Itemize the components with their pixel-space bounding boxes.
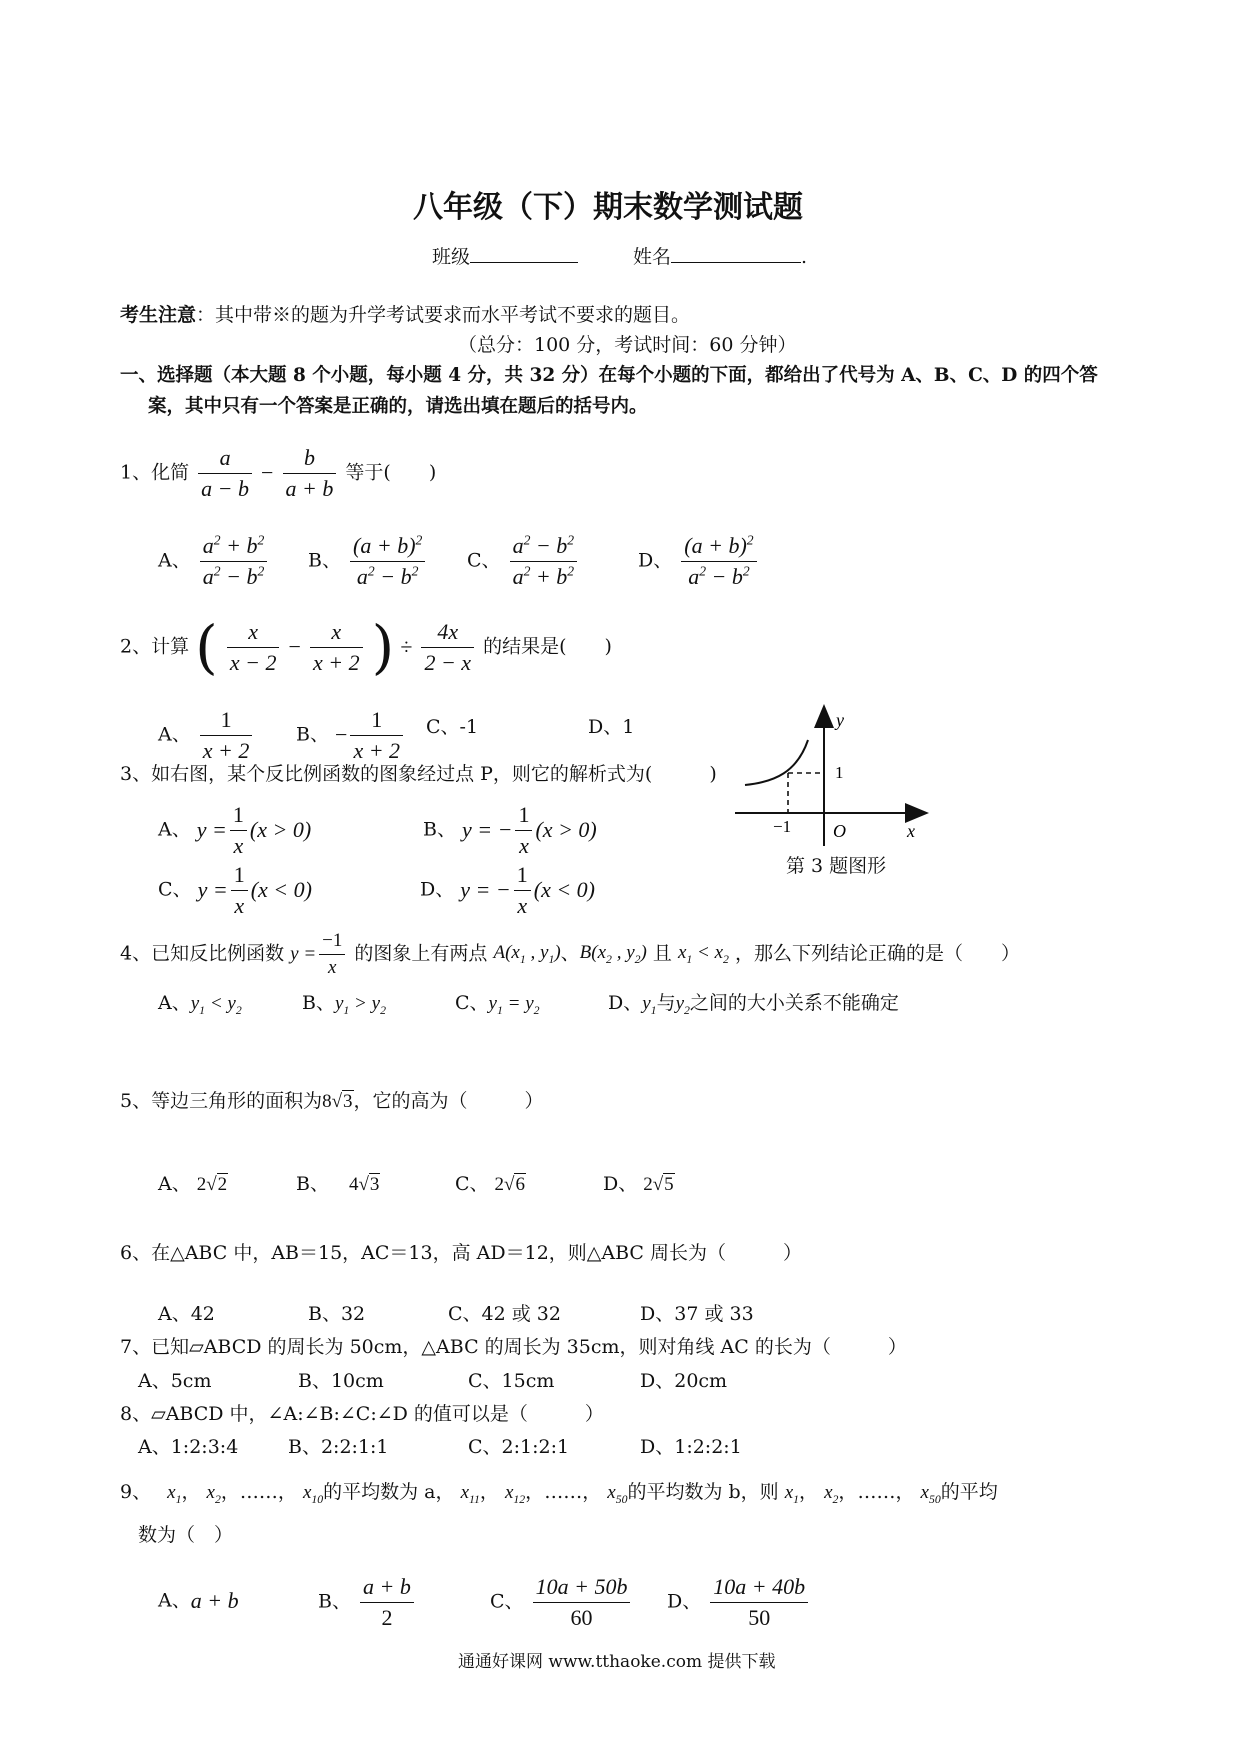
q4-option-b[interactable]: B、$y_1 > y_2$ <box>302 992 386 1017</box>
q3-figure-caption: 第 3 题图形 <box>786 855 887 877</box>
x-tick-label: −1 <box>773 817 792 836</box>
q1-frac-b: $\frac{b}{a + b}$ <box>283 443 337 503</box>
q6-option-b[interactable]: B、32 <box>308 1303 366 1325</box>
footer-credit: 通通好课网 www.tthaoke.com 提供下载 <box>458 1652 776 1672</box>
q9-option-b[interactable]: B、 $\frac{a + b}{2}$ <box>318 1572 417 1632</box>
q2-stem: 2、计算 ( $\frac{x}{x - 2}$ − $\frac{x}{x + 2}$ ) ÷ $\frac{4x}{2 - x}$ 的结果是( ) <box>120 613 612 682</box>
q5-option-a[interactable]: A、 2√2 <box>158 1173 228 1195</box>
y-tick-label: 1 <box>835 763 844 782</box>
q6-option-c[interactable]: C、42 或 32 <box>448 1303 561 1325</box>
q5-option-b[interactable]: B、 4√3 <box>296 1173 380 1195</box>
q4-option-d[interactable]: D、$y_1$与$y_2$之间的大小关系不能确定 <box>608 992 899 1017</box>
q7-option-c[interactable]: C、15cm <box>468 1370 555 1392</box>
q3-option-d[interactable]: D、 y = − $\frac{1}{x}$ (x < 0) <box>420 862 596 918</box>
class-blank[interactable] <box>470 244 578 263</box>
q4-option-c[interactable]: C、$y_1 = y_2$ <box>455 992 540 1017</box>
q7-option-d[interactable]: D、20cm <box>640 1370 728 1392</box>
q7-option-a[interactable]: A、5cm <box>138 1370 212 1392</box>
name-blank[interactable] <box>671 244 801 263</box>
q4-option-a[interactable]: A、$y_1 < y_2$ <box>158 992 242 1017</box>
q1-stem: 1、化简 $\frac{a}{a - b}$ − $\frac{b}{a + b}$ 等于( ) <box>120 443 436 503</box>
q6-option-a[interactable]: A、42 <box>158 1303 215 1325</box>
q5-option-d[interactable]: D、 2√5 <box>603 1173 674 1195</box>
q2-option-b[interactable]: B、 − $\frac{1}{x + 2}$ <box>296 705 406 765</box>
q2-option-a[interactable]: A、 $\frac{1}{x + 2}$ <box>158 705 255 765</box>
q1-option-d[interactable]: D、 $\frac{(a + b)^2}{a^2 - b^2}$ <box>638 531 760 591</box>
q9-stem: 9、 $x_1$， $x_2$，……， $x_{10}$的平均数为 a， $x_{11}$， $x_{12}$，……， $x_{50}$的平均数为 b，则 $x_1$， $x_2$，……， $x_{50}$的平均 <box>120 1481 998 1506</box>
page-title: 八年级（下）期末数学测试题 <box>413 190 803 225</box>
q8-option-a[interactable]: A、1:2:3:4 <box>138 1436 239 1458</box>
class-label: 班级 <box>432 244 578 267</box>
q5-stem: 5、等边三角形的面积为8√3，它的高为（ ） <box>120 1090 544 1112</box>
q1-option-c[interactable]: C、 $\frac{a^2 - b^2}{a^2 + b^2}$ <box>467 531 580 591</box>
x-label: x <box>907 821 915 841</box>
scoring-line: （总分：100 分，考试时间：60 分钟） <box>458 334 797 356</box>
origin-label: O <box>833 821 846 841</box>
q9-stem-line2: 数为（ ） <box>138 1524 234 1546</box>
q7-stem: 7、已知▱ABCD 的周长为 50cm，△ABC 的周长为 35cm，则对角线 AC 的长为（ ） <box>120 1336 907 1358</box>
hyperbola-branch <box>745 740 808 785</box>
name-label: 姓名 . <box>633 246 808 268</box>
y-label: y <box>836 710 844 730</box>
section1-line1: 一、选择题（本大题 8 个小题，每小题 4 分，共 32 分）在每个小题的下面，都给出了代号为 A、B、C、D 的四个答 <box>120 365 1098 386</box>
q8-stem: 8、▱ABCD 中，∠A:∠B:∠C:∠D 的值可以是（ ） <box>120 1403 604 1425</box>
q9-option-a[interactable]: A、a + b <box>158 1588 239 1613</box>
q1-option-a[interactable]: A、 $\frac{a^2 + b^2}{a^2 - b^2}$ <box>158 531 270 591</box>
q3-stem: 3、如右图，某个反比例函数的图象经过点 P，则它的解析式为( ) <box>120 763 717 785</box>
q8-option-c[interactable]: C、2:1:2:1 <box>468 1436 570 1458</box>
q9-option-d[interactable]: D、 $\frac{10a + 40b}{50}$ <box>667 1572 811 1632</box>
q1-frac-a: $\frac{a}{a - b}$ <box>198 443 252 503</box>
q3-option-a[interactable]: A、 y = $\frac{1}{x}$ (x > 0) <box>158 802 312 858</box>
q9-option-c[interactable]: C、 $\frac{10a + 50b}{60}$ <box>490 1572 633 1632</box>
q6-option-d[interactable]: D、37 或 33 <box>640 1303 754 1325</box>
q3-option-c[interactable]: C、 y = $\frac{1}{x}$ (x < 0) <box>158 862 312 918</box>
q8-option-d[interactable]: D、1:2:2:1 <box>640 1436 742 1458</box>
q1-option-b[interactable]: B、 $\frac{(a + b)^2}{a^2 - b^2}$ <box>308 531 428 591</box>
q2-option-d[interactable]: D、1 <box>588 716 635 738</box>
q3-option-b[interactable]: B、 y = − $\frac{1}{x}$ (x > 0) <box>423 802 597 858</box>
q4-stem: 4、已知反比例函数 y = $\frac{-1}{x}$ 的图象上有两点 $A(x_1$ , $y_1$)、$B(x_2$ , $y_2$) 且 $x_1 < x_2$ ，那么下列结论正确的是（ ） <box>120 930 1020 978</box>
notice-line: 考生注意：其中带※的题为升学考试要求而水平考试不要求的题目。 <box>120 304 691 326</box>
q2-option-c[interactable]: C、-1 <box>426 716 479 738</box>
section1-line2: 案，其中只有一个答案是正确的，请选出填在题后的括号内。 <box>148 396 648 417</box>
q6-stem: 6、在△ABC 中，AB＝15，AC＝13，高 AD＝12，则△ABC 周长为（ ） <box>120 1242 803 1264</box>
q8-option-b[interactable]: B、2:2:1:1 <box>288 1436 389 1458</box>
q3-graph <box>735 700 935 850</box>
q5-option-c[interactable]: C、 2√6 <box>455 1173 525 1195</box>
q7-option-b[interactable]: B、10cm <box>298 1370 384 1392</box>
